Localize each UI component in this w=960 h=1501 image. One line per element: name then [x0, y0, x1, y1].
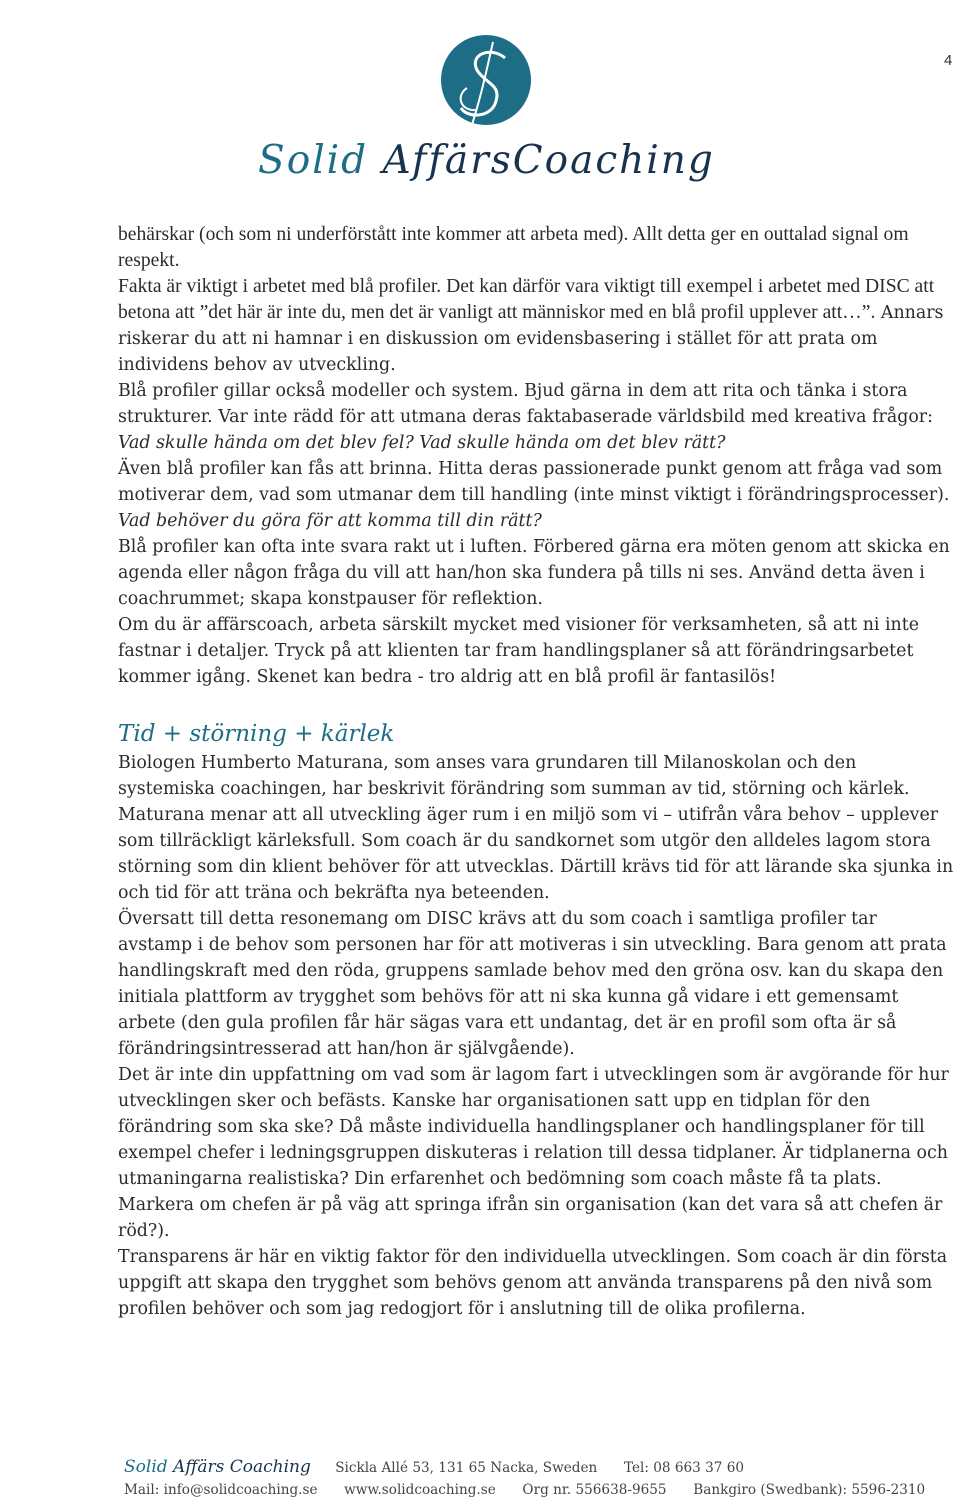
paragraph-italic: Vad skulle hända om det blev fel? Vad skulle hända om det blev rätt? — [118, 433, 726, 453]
paragraph: Översatt till detta resonemang om DISC krävs att du som coach i samtliga profiler tar avstamp i de behov som personen har för att motiveras i sin utveckling. Bara genom att prata handlingskraft med den röda, gruppens samlade behov med den gröna osv. kan du skapa den initiala plattform av trygghet som behövs för att ni ska kunna gå vidare i ett gemensamt arbete (den gula profilen får här sägas vara ett undantag, det är en profil som ofta är så förändringsintresserad att han/hon är självgående). — [118, 909, 947, 1059]
paragraph-part: Fakta är viktigt i arbetet med blå profiler. Det kan därför vara viktigt till exempel i arbetet med DISC att betona att ”det här är inte du, men det är vanligt att människor med en blå profil upplever att…”. — [118, 276, 935, 323]
paragraph — [118, 378, 954, 456]
footer-address: Sickla Allé 53, 131 65 Nacka, Sweden — [335, 1460, 598, 1476]
paragraph-part: Annars riskerar du att ni hamnar i en diskussion om evidensbasering i stället för att prata om individens behov av utveckling. — [118, 303, 944, 375]
footer-brand-rest: Affärs Coaching — [167, 1457, 311, 1477]
footer-brand-solid: Solid — [124, 1457, 168, 1477]
footer-org: Org nr. 556638-9655 — [522, 1482, 667, 1498]
footer-web[interactable]: www.solidcoaching.se — [344, 1482, 496, 1498]
paragraph: Om du är affärscoach, arbeta särskilt mycket med visioner för verksamheten, så att ni inte fastnar i detaljer. Tryck på att klienten tar fram handlingsplaner så att förändringsarbetet kommer igång. Skenet kan bedra - tro aldrig att en blå profil är fantasilös! — [118, 615, 920, 687]
paragraph-part: Blå profiler gillar också modeller och system. Bjud gärna in dem att rita och tänka i stora strukturer. Var inte rädd för att utmana deras faktabaserade världsbild med kreativa frågor: — [118, 381, 933, 427]
footer-row-1 — [124, 1456, 954, 1479]
footer-tel: Tel: 08 663 37 60 — [623, 1460, 745, 1476]
logo-emblem-icon — [441, 35, 531, 134]
footer-bankgiro: Bankgiro (Swedbank): 5596-2310 — [693, 1482, 926, 1498]
paragraph: Transparens är här en viktig faktor för den individuella utvecklingen. Som coach är din första uppgift att skapa den trygghet som behövs genom att använda transparens på den nivå som profilen behöver och som jag redogjort för i anslutning till de olika profilerna. — [118, 1247, 948, 1319]
footer-brand — [124, 1457, 311, 1477]
logo-wordmark — [258, 138, 715, 183]
footer-mail[interactable]: Mail: info@solidcoaching.se — [124, 1482, 318, 1498]
paragraph-italic: Vad behöver du göra för att komma till din rätt? — [118, 511, 542, 531]
section-heading: Tid + störning + kärlek — [118, 721, 395, 747]
paragraph: Biologen Humberto Maturana, som anses vara grundaren till Milanoskolan och den systemiska coachingen, har beskrivit förändring som summan av tid, störning och kärlek. — [118, 753, 910, 799]
paragraph: Det är inte din uppfattning om vad som är lagom fart i utvecklingen som är avgörande för hur utvecklingen sker och befästs. Kanske har organisationen satt upp en tidplan för den förändring som ska ske? Då måste individuella handlingsplaner och handlingsplaner för till exempel chefer i ledningsgruppen diskuteras i relation till dessa tidplaner. Är tidplanerna och utmaningarna realistiska? Din erfarenhet och bedömning som coach måste få ta plats. Markera om chefen är på väg att springa ifrån sin organisation (kan det vara så att chefen är röd?). — [118, 1065, 949, 1241]
paragraph — [118, 456, 954, 534]
footer-row-2 — [124, 1479, 954, 1501]
page-number: 4 — [944, 52, 953, 69]
document-body — [118, 222, 954, 1322]
paragraph-part: Även blå profiler kan fås att brinna. Hitta deras passionerade punkt genom att fråga vad som motiverar dem, vad som utmanar dem till handling (inte minst viktigt i förändringsprocesser). — [118, 459, 950, 505]
logo-word-rest: AffärsCoaching — [382, 138, 715, 183]
paragraph: Blå profiler kan ofta inte svara rakt ut i luften. Förbered gärna era möten genom att skicka en agenda eller någon fråga du vill att han/hon ska fundera på tills ni ses. Använd detta även i coachrummet; skapa konstpauser för reflektion. — [118, 537, 950, 609]
paragraph — [118, 274, 954, 378]
logo-word-solid: Solid — [258, 138, 369, 183]
paragraph: Maturana menar att all utveckling äger rum i en miljö som vi – utifrån våra behov – upplever som tillräckligt kärleksfull. Som coach är du sandkornet som utgör den alldeles lagom stora störning som din klient behöver för att utvecklas. Därtill krävs tid för att lärande ska sjunka in och tid för att träna och bekräfta nya beteenden. — [118, 805, 954, 903]
paragraph: behärskar (och som ni underförstått inte kommer att arbeta med). Allt detta ger en outtalad signal om respekt. — [118, 224, 909, 271]
page-footer — [124, 1456, 954, 1501]
